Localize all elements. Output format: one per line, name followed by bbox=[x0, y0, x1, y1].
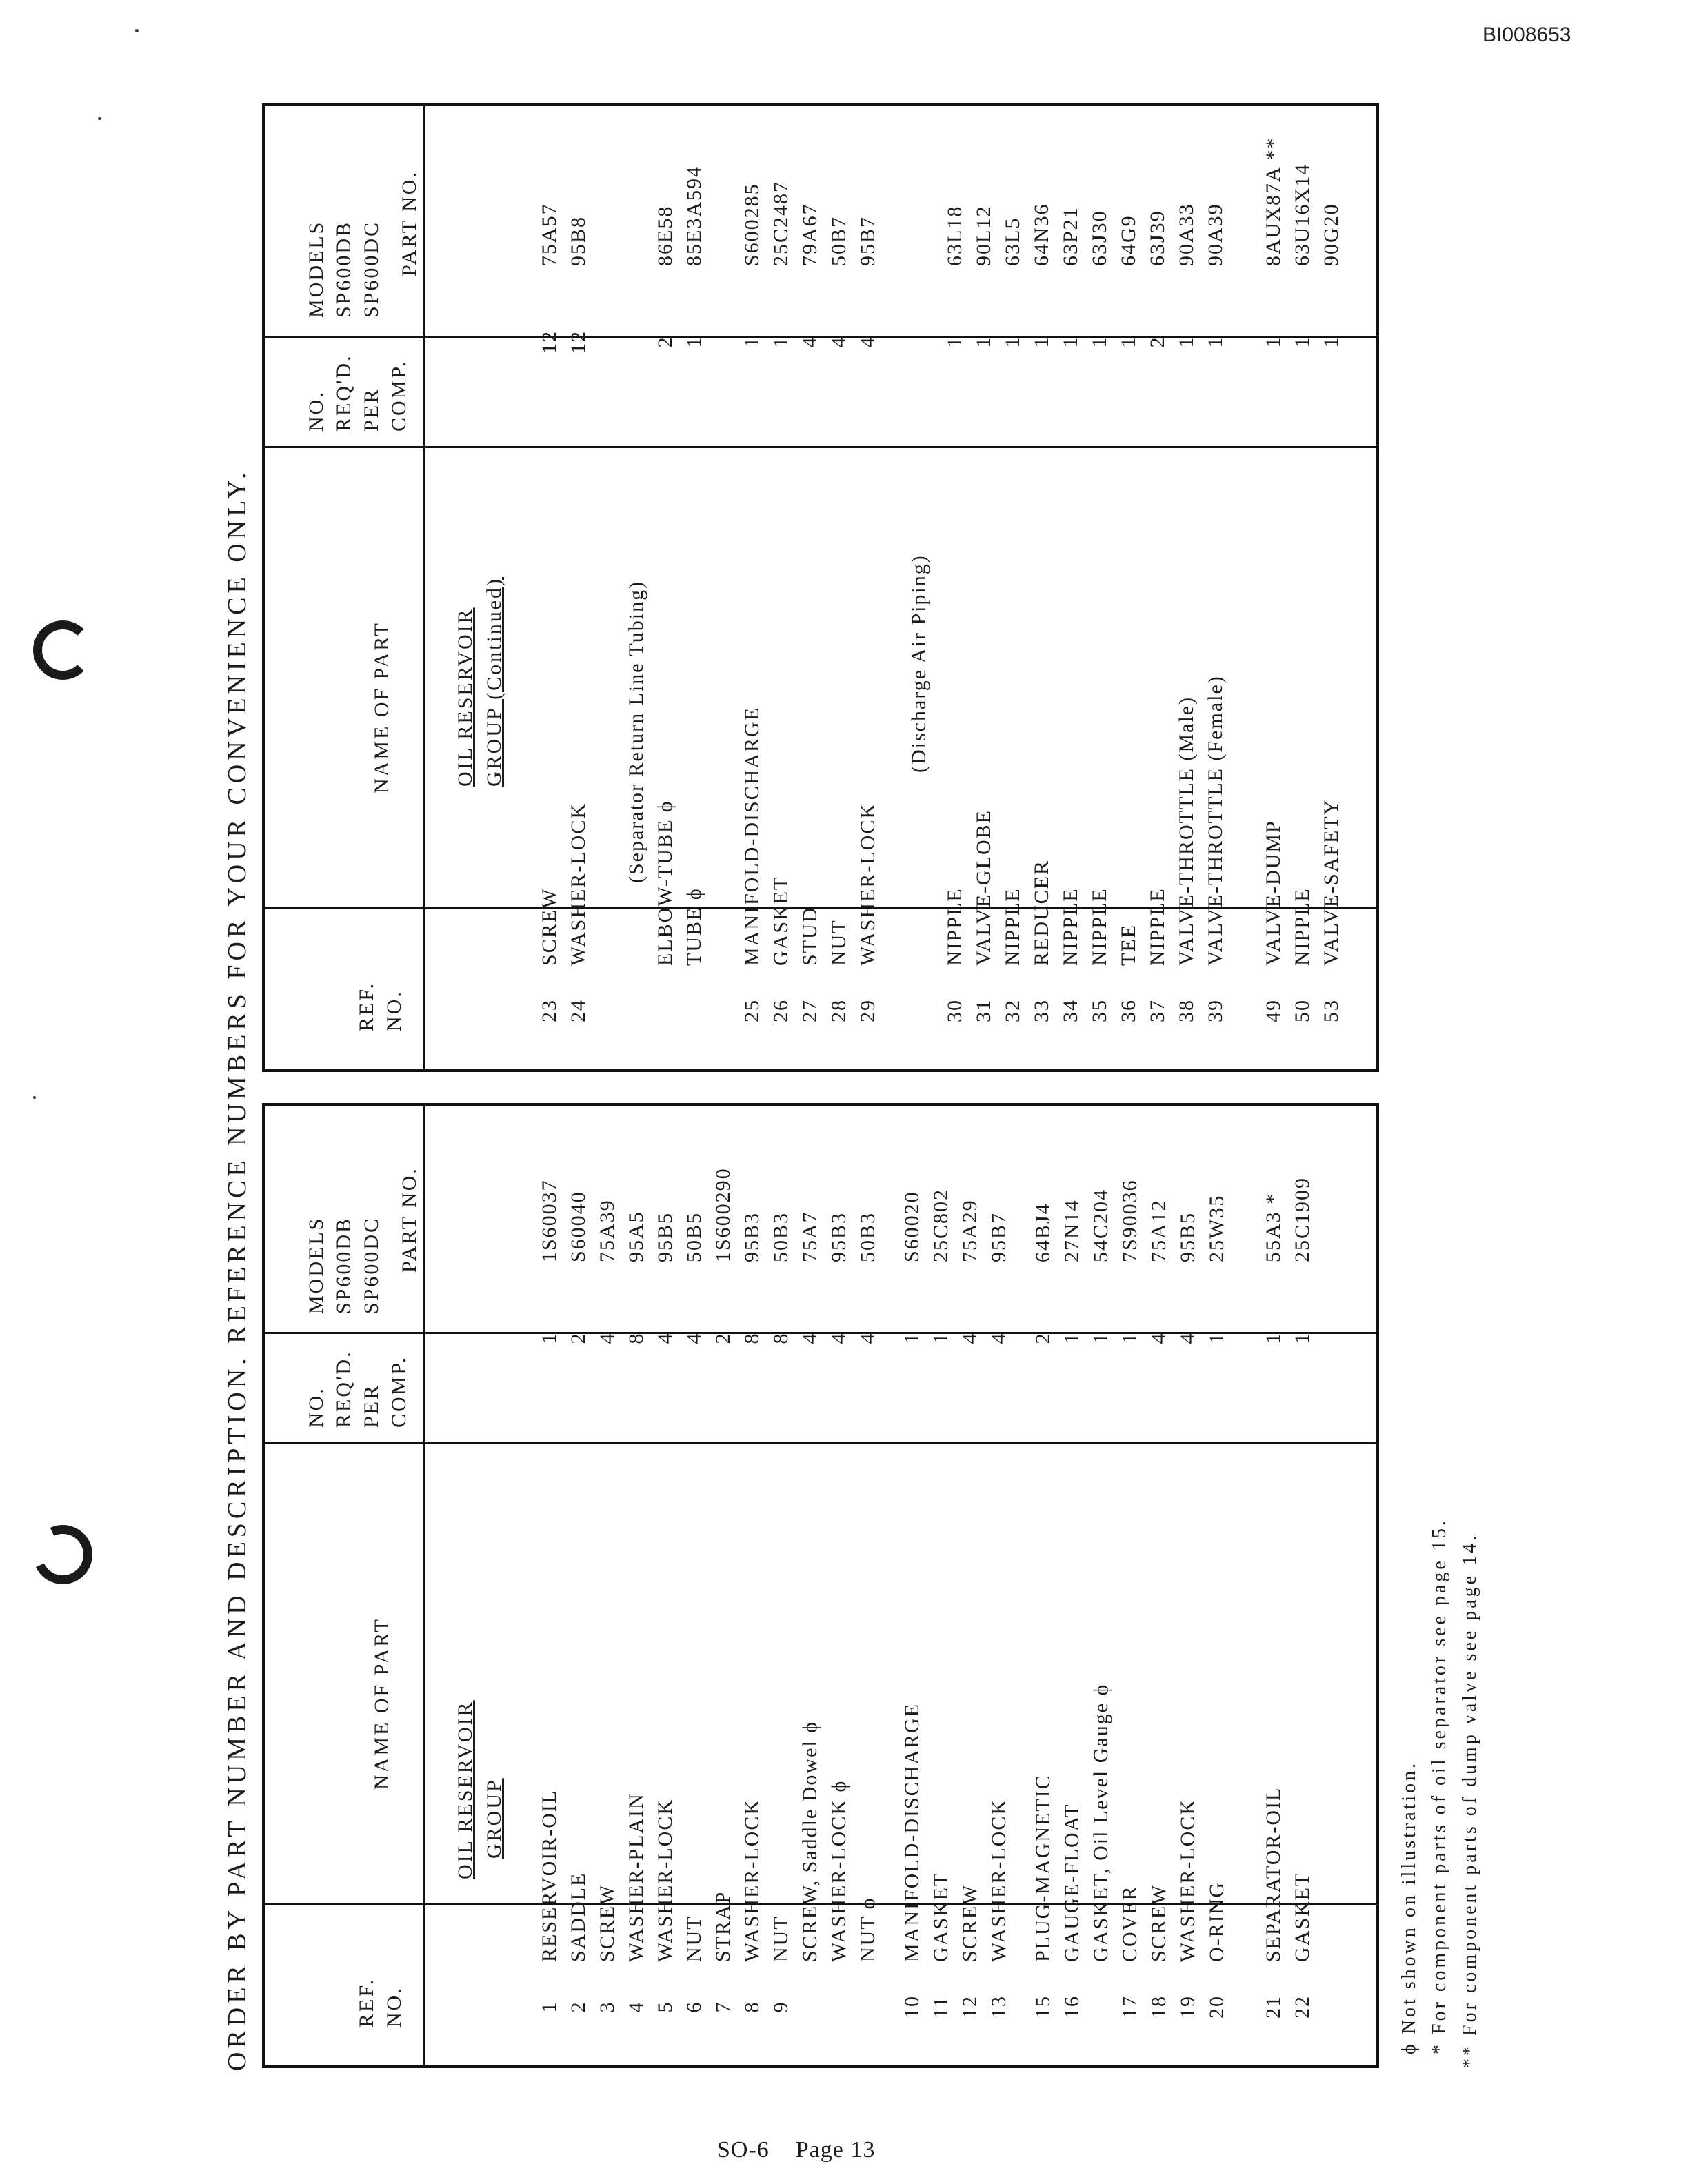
table-row: 6 NUT 4 50B5 bbox=[683, 1211, 705, 2013]
table-row: 7 STRAP 2 1S600290 bbox=[712, 1167, 734, 2013]
table-row: 15 PLUG-MAGNETIC 2 64BJ4 bbox=[1032, 1202, 1054, 2019]
table-row: 3 SCREW 4 75A39 bbox=[596, 1199, 619, 2013]
part-no-header: PART NO. bbox=[398, 1166, 421, 1273]
table-row: 28 NUT 4 50B7 bbox=[827, 215, 850, 1022]
table-row: 27 STUD 4 79A67 bbox=[798, 203, 821, 1022]
page-number: Page 13 bbox=[795, 2137, 876, 2163]
section-code: SO-6 bbox=[717, 2137, 770, 2163]
table-row: 32 NIPPLE 1 63L5 bbox=[1001, 216, 1024, 1022]
table-row: 25 MANIFOLD-DISCHARGE 1 S600285 bbox=[741, 183, 763, 1022]
ref-no-header: REF. NO. bbox=[355, 1977, 405, 2028]
table-row: 35 NIPPLE 1 63J30 bbox=[1088, 210, 1111, 1022]
table-row: 10 MANIFOLD-DISCHARGE 1 S60020 bbox=[901, 1191, 923, 2019]
table-row: 4 WASHER-PLAIN 8 95A5 bbox=[625, 1211, 647, 2013]
rotated-parts-page bbox=[222, 103, 1480, 2071]
punch-hole-top bbox=[33, 620, 92, 680]
document-id: BI008653 bbox=[1483, 23, 1571, 46]
footnote-separator: * For component parts of oil separator see page 15. bbox=[1429, 1518, 1450, 2054]
table-row: 24 WASHER-LOCK 12 95B8 bbox=[567, 215, 590, 1022]
footnote-not-shown: ϕ Not shown on illustration. bbox=[1398, 1760, 1420, 2054]
qty-header: NO. REQ'D. PER COMP. bbox=[305, 354, 410, 432]
page-footer bbox=[717, 2137, 901, 2163]
table-row: 20 O-RING 1 25W35 bbox=[1205, 1194, 1228, 2019]
table-row: 53 VALVE-SAFETY 1 90G20 bbox=[1320, 203, 1343, 1022]
models-header: MODELS SP600DB SP600DC bbox=[305, 220, 383, 318]
parts-table-right bbox=[262, 103, 1379, 1072]
parts-table-left bbox=[262, 1103, 1379, 2068]
table-row: 13 WASHER-LOCK 4 95B7 bbox=[987, 1211, 1010, 2019]
table-row: 31 VALVE-GLOBE 1 90L12 bbox=[972, 205, 995, 1022]
table-row: 50 NIPPLE 1 63U16X14 bbox=[1291, 163, 1314, 1022]
table-row: GASKET, Oil Level Gauge ϕ 1 54C204 bbox=[1089, 1188, 1112, 1962]
table-row: 21 SEPARATOR-OIL 1 55A3 * bbox=[1262, 1192, 1285, 2019]
table-row: 49 VALVE-DUMP 1 8AUX87A ** bbox=[1262, 136, 1285, 1022]
scan-speck bbox=[33, 1096, 36, 1099]
subheading: (Discharge Air Piping) bbox=[907, 554, 930, 773]
table-row: 30 NIPPLE 1 63L18 bbox=[943, 205, 966, 1022]
table-row: 9 NUT 8 50B3 bbox=[770, 1211, 792, 2013]
table-row: 2 SADDLE 2 S60040 bbox=[567, 1191, 590, 2013]
table-row: 19 WASHER-LOCK 4 95B5 bbox=[1176, 1211, 1199, 2019]
part-no-header: PART NO. bbox=[398, 170, 421, 276]
footnote-dump-valve: ** For component parts of dump valve see page 14. bbox=[1459, 1533, 1480, 2068]
table-row: 16 GAUGE-FLOAT 1 27N14 bbox=[1061, 1199, 1083, 2019]
table-row: 37 NIPPLE 2 63J39 bbox=[1146, 210, 1169, 1022]
models-header: MODELS SP600DB SP600DC bbox=[305, 1216, 383, 1314]
table-row: 8 WASHER-LOCK 8 95B3 bbox=[741, 1211, 763, 2013]
table-row: 26 GASKET 1 25C2487 bbox=[770, 180, 792, 1022]
table-row: 11 GASKET 1 25C802 bbox=[930, 1188, 952, 2019]
table-row: SCREW, Saddle Dowel ϕ 4 75A7 bbox=[798, 1211, 821, 1962]
punch-hole-bottom bbox=[25, 1517, 101, 1593]
table-row: 12 SCREW 4 75A29 bbox=[958, 1199, 981, 2019]
table-row: 33 REDUCER 1 64N36 bbox=[1030, 203, 1053, 1022]
footnotes bbox=[1394, 1103, 1485, 2068]
table-row: NUT ϕ 4 50B3 bbox=[856, 1211, 879, 1962]
table-row: 5 WASHER-LOCK 4 95B5 bbox=[654, 1211, 676, 2013]
table-row: ELBOW-TUBE ϕ 2 86E58 bbox=[654, 205, 676, 966]
table-row: 22 GASKET 1 25C1909 bbox=[1291, 1176, 1314, 2019]
table-row: 36 TEE 1 64G9 bbox=[1117, 214, 1140, 1022]
table-row: 29 WASHER-LOCK 4 95B7 bbox=[856, 215, 879, 1022]
table-row: WASHER-LOCK ϕ 4 95B3 bbox=[827, 1211, 850, 1962]
table-row: 38 VALVE-THROTTLE (Male) 1 90A33 bbox=[1175, 203, 1198, 1022]
group-title: OIL RESERVOIR GROUP (Continued) bbox=[454, 576, 505, 787]
name-of-part-header: NAME OF PART bbox=[370, 621, 393, 793]
scan-speck bbox=[98, 117, 101, 120]
table-row: TUBE ϕ 1 85E3A594 bbox=[683, 165, 705, 966]
table-row: 23 SCREW 12 75A57 bbox=[538, 203, 561, 1022]
name-of-part-header: NAME OF PART bbox=[370, 1617, 393, 1790]
scan-speck bbox=[135, 29, 139, 32]
table-row: 18 SCREW 4 75A12 bbox=[1147, 1199, 1170, 2019]
ref-no-header: REF. NO. bbox=[355, 981, 405, 1031]
qty-header: NO. REQ'D. PER COMP. bbox=[305, 1350, 410, 1428]
table-row: 1 RESERVOIR-OIL 1 1S60037 bbox=[538, 1179, 561, 2013]
table-row: 34 NIPPLE 1 63P21 bbox=[1059, 206, 1082, 1022]
group-title: OIL RESERVOIR GROUP bbox=[454, 1700, 505, 1879]
page-header: ORDER BY PART NUMBER AND DESCRIPTION. REFERENCE NUMBERS FOR YOUR CONVENIENCE ONLY. bbox=[223, 468, 252, 2071]
table-row: 17 COVER 1 7S90036 bbox=[1118, 1179, 1141, 2019]
subheading: (Separator Return Line Tubing) bbox=[625, 580, 647, 883]
table-row: 39 VALVE-THROTTLE (Female) 1 90A39 bbox=[1204, 203, 1227, 1022]
